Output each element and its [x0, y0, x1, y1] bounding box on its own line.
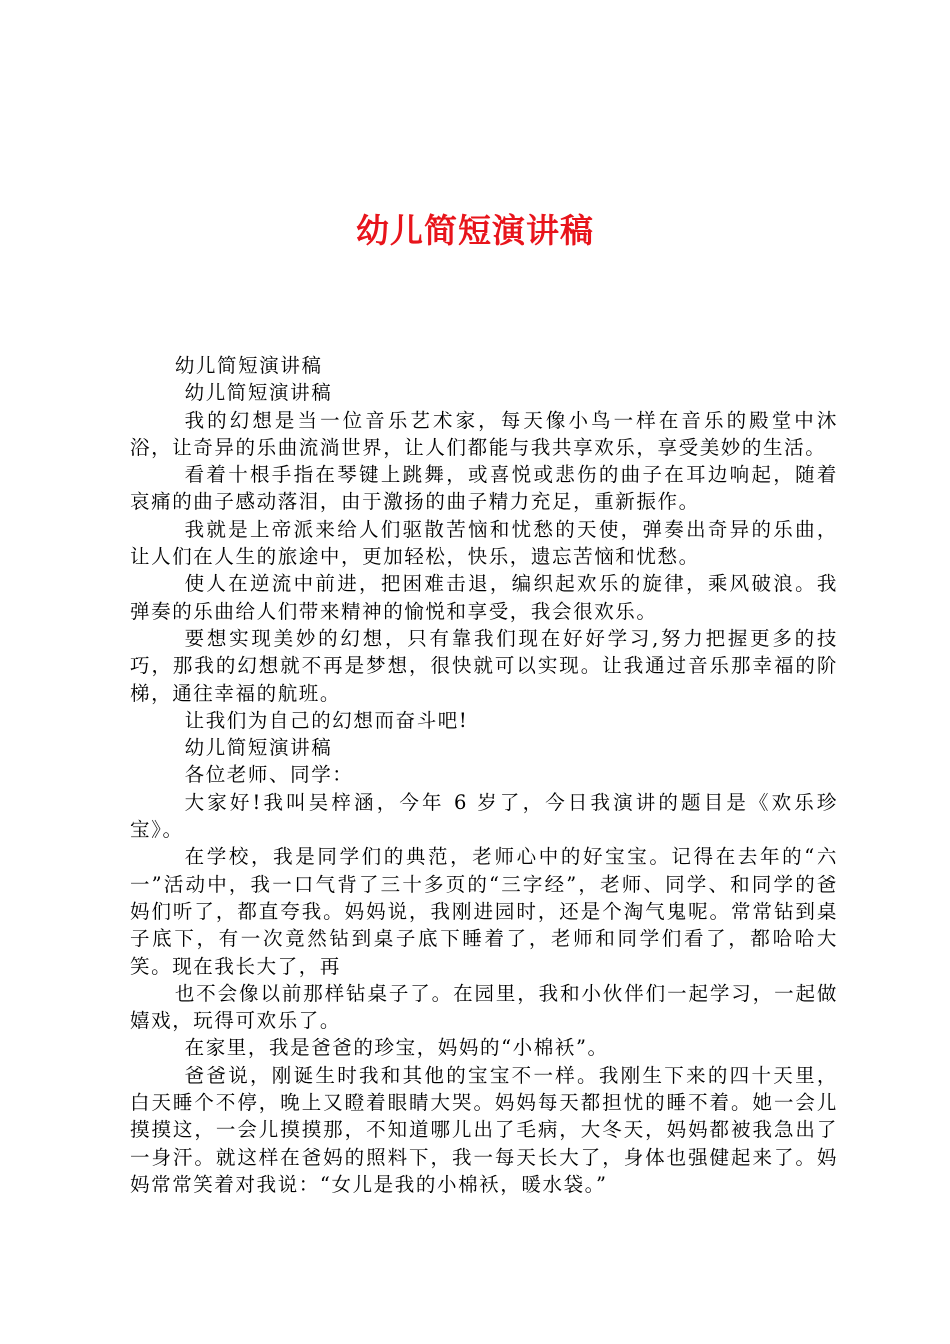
- body-paragraph: 看着十根手指在琴键上跳舞，或喜悦或悲伤的曲子在耳边响起，随着哀痛的曲子感动落泪，由于激扬的曲子精力充足，重新振作。: [130, 463, 838, 514]
- body-paragraph: 在家里，我是爸爸的珍宝，妈妈的“小棉袄”。: [184, 1036, 609, 1060]
- body-paragraph: 幼儿简短演讲稿: [184, 381, 333, 405]
- body-paragraph: 使人在逆流中前进，把困难击退，编织起欢乐的旋律，乘风破浪。我弹奏的乐曲给人们带来精神的愉悦和享受，我会很欢乐。: [130, 572, 838, 623]
- body-paragraph: 爸爸说，刚诞生时我和其他的宝宝不一样。我刚生下来的四十天里，白天睡个不停，晚上又瞪着眼睛大哭。妈妈每天都担忧的睡不着。她一会儿摸摸这，一会儿摸摸那，不知道哪儿出了毛病，大冬天，妈妈都被我急出了一身汗。就这样在爸妈的照料下，我一每天长大了，身体也强健起来了。妈妈常常笑着对我说：“女儿是我的小棉袄，暖水袋。”: [130, 1063, 838, 1196]
- body-paragraph: 幼儿简短演讲稿: [184, 736, 333, 760]
- document-body: [130, 352, 838, 1198]
- body-paragraph: 各位老师、同学：: [184, 763, 354, 787]
- body-paragraph: 幼儿简短演讲稿: [174, 354, 323, 377]
- body-paragraph: 让我们为自己的幻想而奋斗吧!: [184, 708, 469, 732]
- body-paragraph: 大家好!我叫吴梓涵，今年 6 岁了，今日我演讲的题目是《欢乐珍宝》。: [130, 790, 838, 842]
- body-paragraph: 我的幻想是当一位音乐艺术家，每天像小鸟一样在音乐的殿堂中沐浴，让奇异的乐曲流淌世界，让人们都能与我共享欢乐，享受美妙的生活。: [130, 408, 838, 459]
- body-paragraph: 要想实现美妙的幻想，只有靠我们现在好好学习,努力把握更多的技巧，那我的幻想就不再是梦想，很快就可以实现。让我通过音乐那幸福的阶梯，通往幸福的航班。: [130, 626, 838, 705]
- body-paragraph: 我就是上帝派来给人们驱散苦恼和忧愁的天使，弹奏出奇异的乐曲，让人们在人生的旅途中，更加轻松，快乐，遗忘苦恼和忧愁。: [130, 517, 838, 569]
- document-title: 幼儿简短演讲稿: [356, 211, 594, 250]
- body-paragraph: 也不会像以前那样钻桌子了。在园里，我和小伙伴们一起学习，一起做嬉戏，玩得可欢乐了。: [130, 981, 838, 1033]
- body-paragraph: 在学校，我是同学们的典范，老师心中的好宝宝。记得在去年的“六一”活动中，我一口气背了三十多页的“三字经”，老师、同学、和同学的爸妈们听了，都直夸我。妈妈说，我刚进园时，还是个淘气鬼呢。常常钻到桌子底下，有一次竟然钻到桌子底下睡着了，老师和同学们看了，都哈哈大笑。现在我长大了，再: [130, 845, 838, 978]
